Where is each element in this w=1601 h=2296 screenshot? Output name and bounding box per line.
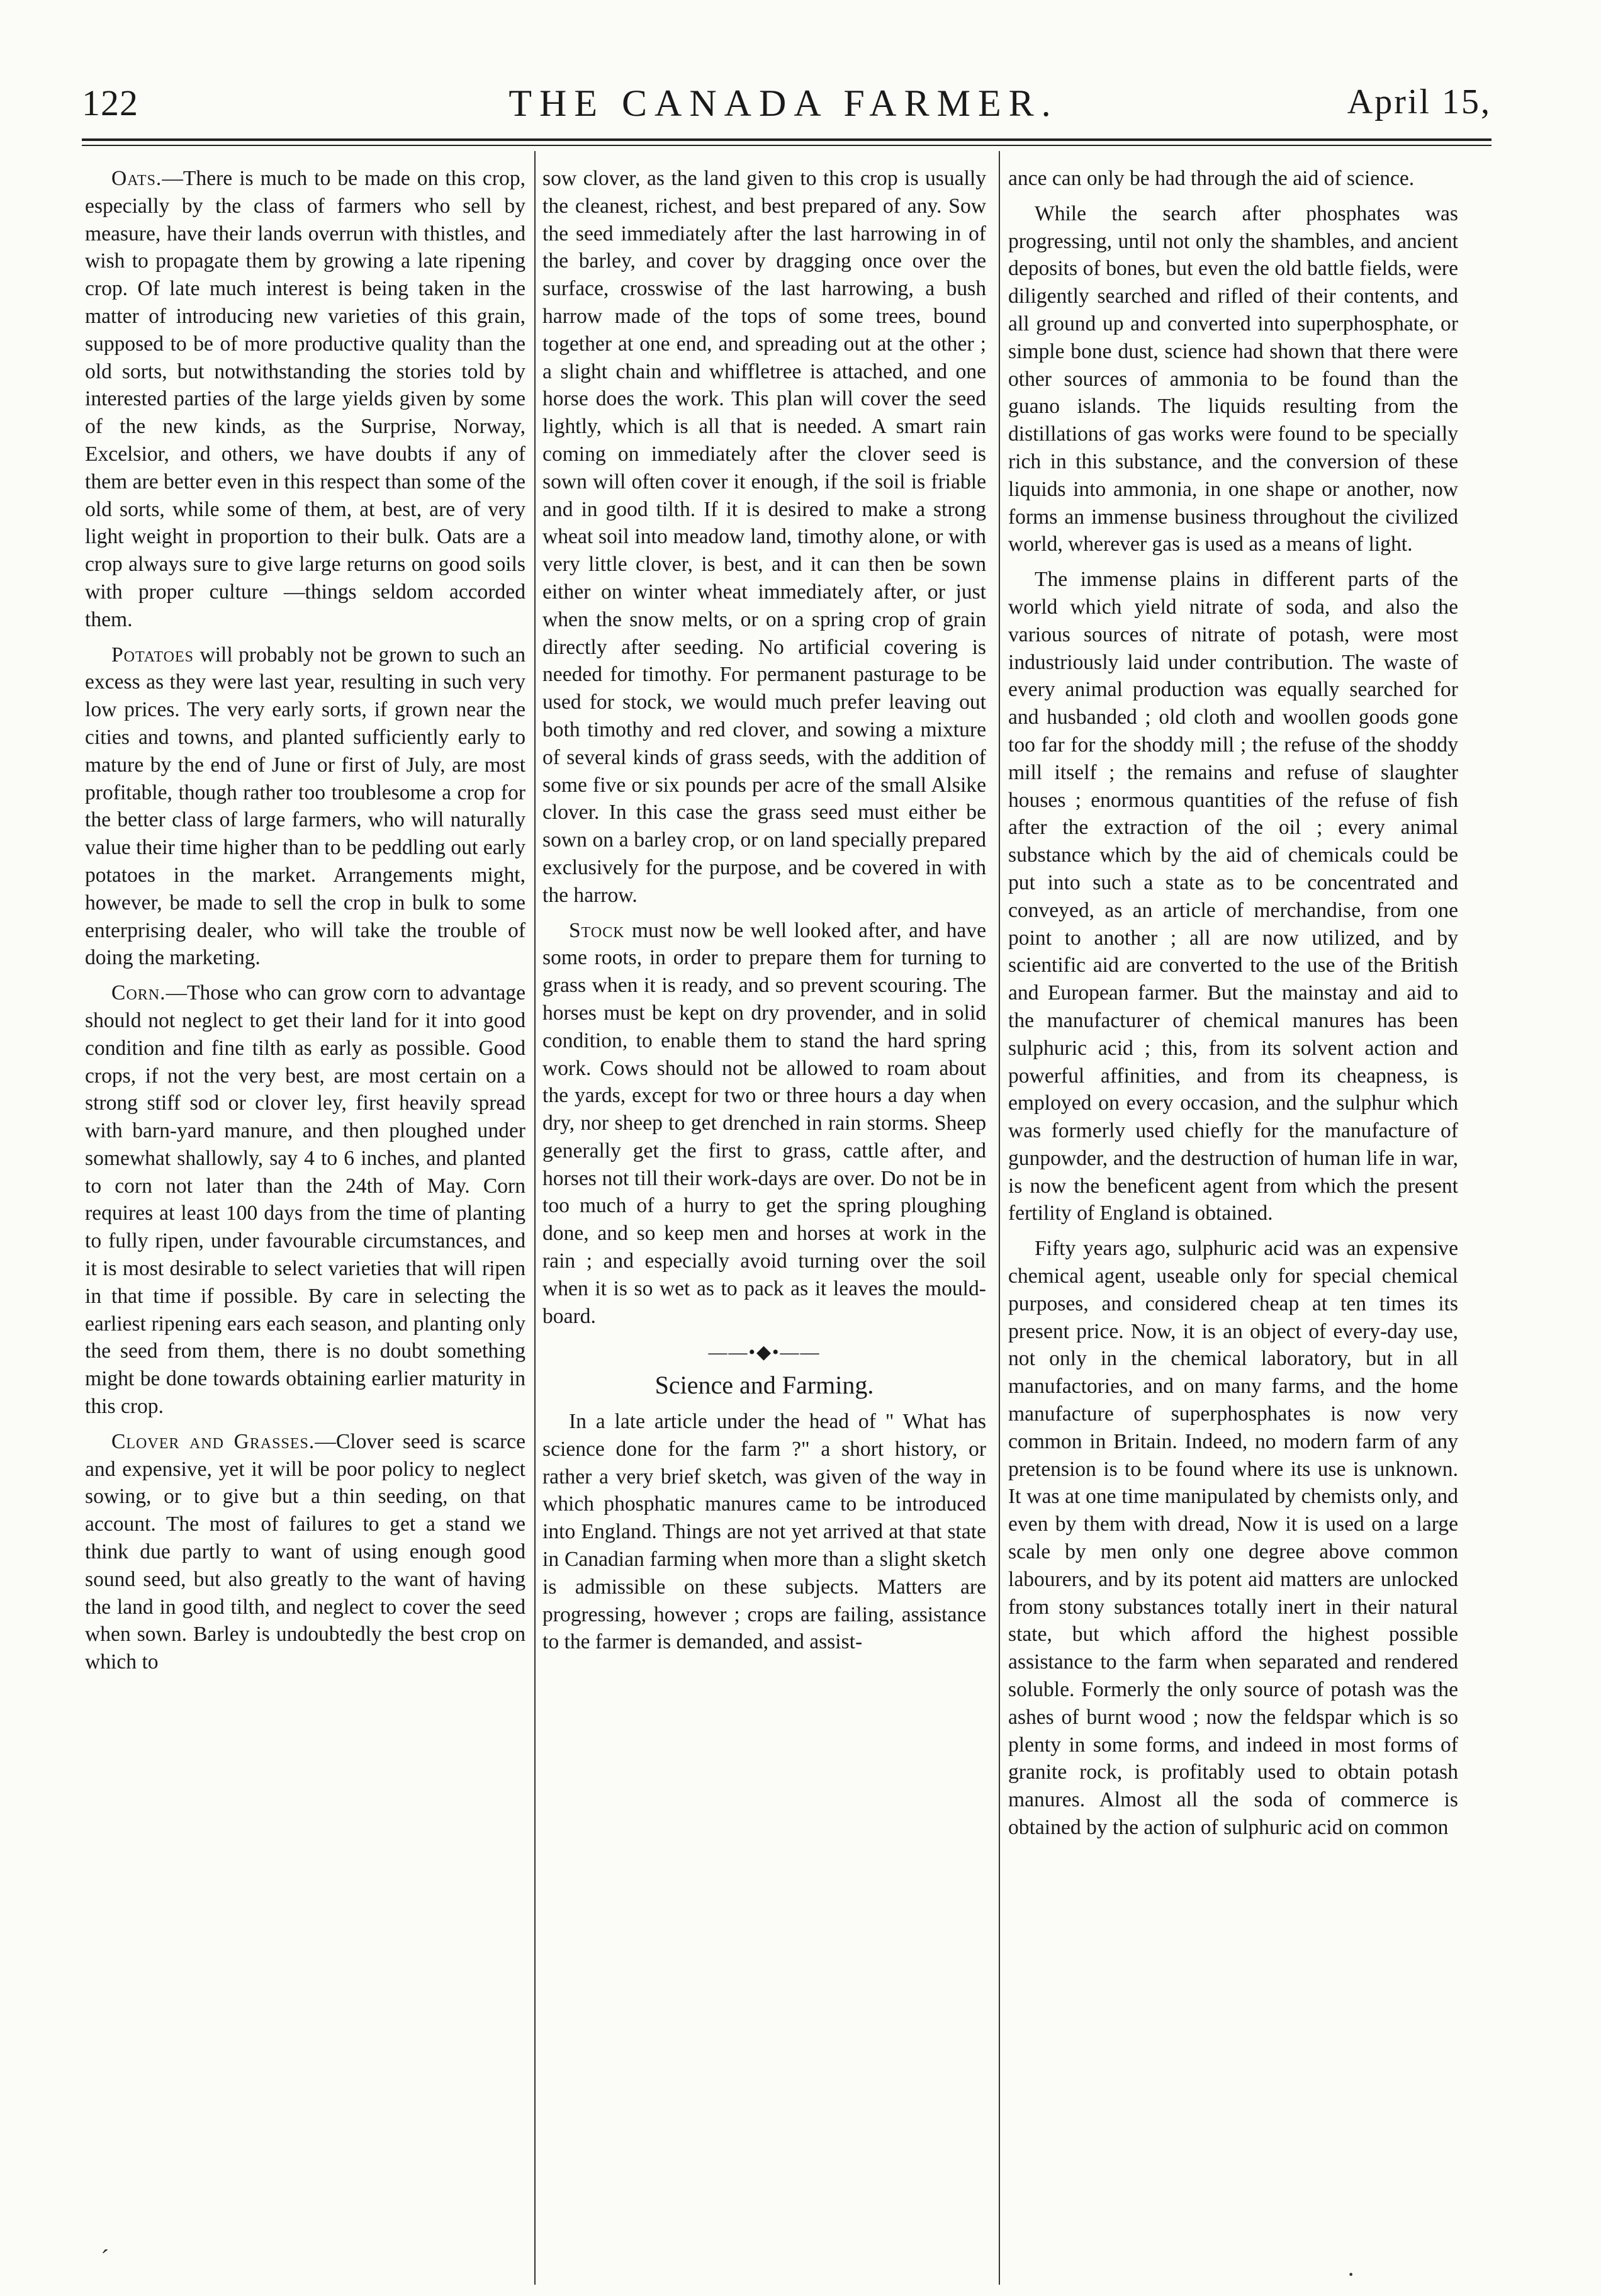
paragraph-science-3: While the search after phosphates was progressing, until not only the shambles, and ancient deposits of bones, but even the old battle fields, were diligently searched and rifled of their contents, and all ground up and converted into superphosphate, or simple bone dust, science had shown that there were other sources of ammonia to be found than the guano islands. The liquids resulting from the distillations of gas works were found to be specially rich in this substance, and the conversion of these liquids into ammonia, in one shape or another, now forms an immense business throughout the civilized world, wherever gas is used as a means of light. <box>1008 201 1458 556</box>
column-divider <box>534 151 536 2285</box>
section-title: Science and Farming. <box>654 1371 874 1400</box>
column-3 <box>1008 165 1458 2227</box>
header-rule-thin <box>82 145 1491 146</box>
page-header <box>76 82 1491 132</box>
lead-stock: Stock <box>569 918 625 942</box>
masthead-title: THE CANADA FARMER. <box>508 82 1059 124</box>
column-divider <box>999 151 1000 2285</box>
paragraph-corn <box>85 979 525 1421</box>
paragraph-science-4: The immense plains in different parts of the world which yield nitrate of soda, and also the various sources of nitrate of potash, were most industriously laid under contribution. The waste of every animal production was equally searched for and husbanded ; old cloth and woollen goods gone too far for the shoddy mill ; the refuse of the shoddy mill itself ; the remains and refuse of slaughter houses ; enormous quantities of the refuse of fish after the extraction of the oil ; every animal substance which by the aid of chemicals could be put into such a state as to be concentrated and conveyed, as an article of merchandise, from one point to another ; all are now utilized, and by scientific aid are converted to the use of the British and European farmer. But the mainstay and aid to the manufacturer of chemical manures has been sulphuric acid ; this, from its solvent action and powerful affinities, and from its cheapness, is employed on every occasion, and the sulphur which was formerly used chiefly for the manufacture of gunpowder, and the destruction of human life in war, is now the beneficent agent from which the present fertility of England is obtained. <box>1008 568 1458 1225</box>
paragraph-science-5: Fifty years ago, sulphuric acid was an expensive chemical agent, useable only for special chemical purposes, and considered cheap at ten times its present price. Now, it is an object of every-day use, not only in the chemical laboratory, but in all manufactories, and on many farms, and the home manufacture of superphosphates is now very common in Britain. Indeed, no modern farm of any pretension is to be found where its use is unknown. It was at one time manipulated by chemists only, and even by them with dread, Now it is used on a large scale by men only one degree above common labourers, and by its potent aid matters are unlocked from stony substances totally inert in their natural state, but which afford the highest possible assistance to the farm when separated and rendered soluble. Formerly the only source of potash was the ashes of burnt wood ; now the feldspar which is so plenty in some forms, and indeed in most forms of granite rock, is profitably used to obtain potash manures. Almost all the soda of commerce is obtained by the action of sulphuric acid on common <box>1008 1237 1458 1840</box>
column-1 <box>85 165 525 2227</box>
header-rule <box>82 138 1491 141</box>
stray-ink-dot: · <box>1347 2260 1356 2288</box>
lead-corn: Corn. <box>111 981 166 1005</box>
paragraph-stock <box>542 917 986 1331</box>
paragraph-clover <box>85 1428 525 1676</box>
paragraph-potatoes <box>85 641 525 972</box>
paragraph-oats <box>85 165 525 634</box>
paragraph-science-1: In a late article under the head of " What has science done for the farm ?" a short history, or rather a very brief sketch, was given of the way in which phosphatic manures came to be introduced into England. Things are not yet arrived at that state in Canadian farming when more than a slight sketch is admissible on these subjects. Matters are progressing, however ; crops are failing, assistance to the farmer is demanded, and assist- <box>542 1410 986 1654</box>
column-2 <box>542 165 986 2227</box>
lead-oats: Oats. <box>111 167 162 190</box>
paragraph-clover-continued: sow clover, as the land given to this crop is usually the cleanest, richest, and best prepared of any. Sow the seed immediately after the last harrowing in of the barley, and cover by dragging once over the surface, crosswise of the last harrowing, a bush harrow made of the tops of some trees, bound together at one end, and spreading out at the other ; a slight chain and whiffletree is attached, and one horse does the work. This plan will cover the seed lightly, which is all that is needed. A smart rain coming on immediately after the clover seed is sown will often cover it enough, if the soil is friable and in good tilth. If it is desired to make a strong wheat soil into meadow land, timothy alone, or with very little clover, is best, and it can then be sown either on winter wheat immediately after, or just when the snow melts, or on a spring crop of grain directly after seeding. No artificial covering is needed for timothy. For permanent pasturage to be used for stock, we would much prefer leaving out both timothy and red clover, and sowing a mixture of several kinds of grass seeds, with the addition of some five or six pounds per acre of the small Alsike clover. In this case the grass seed must either be sown on a barley crop, or on land specially prepared exclusively for the purpose, and be covered in with the harrow. <box>542 167 986 907</box>
paragraph-science-2: ance can only be had through the aid of science. <box>1008 167 1415 190</box>
page-number: 122 <box>82 82 138 123</box>
section-ornament: ——•◆•—— <box>708 1342 821 1363</box>
text-corn: —Those who can grow corn to advantage should not neglect to get their land for it into good condition and fine tilth as early as possible. Good crops, if not the very best, are most certain on a strong stiff sod or clover ley, first heavily spread with barn-yard manure, and then ploughed under somewhat shallowly, say 4 to 6 inches, and planted to corn not later than the 24th of May. Corn requires at least 100 days from the time of planting to fully ripen, under favourable circumstances, and it is most desirable to select varieties that will ripen in that time if possible. By care in selecting the earliest ripening ears each season, and planting only the seed from them, there is no doubt something might be done towards obtaining earlier maturity in this crop. <box>85 981 525 1419</box>
text-oats: —There is much to be made on this crop, especially by the class of farmers who sell by measure, have their lands overrun with thistles, and wish to propagate them by growing a late ripening crop. Of late much interest is being taken in the matter of introducing new varieties of this grain, supposed to be of more productive quality than the old sorts, but notwithstanding the stories told by interested parties of the large yields given by some of the new kinds, as the Surprise, Norway, Excelsior, and others, we have doubts if any of them are better even in this respect than some of the old sorts, while some of them, at best, are of very light weight in proportion to their bulk. Oats are a crop always sure to give large returns on good soils with proper culture —things seldom accorded them. <box>85 167 525 631</box>
issue-date: April 15, <box>1347 82 1491 121</box>
text-stock: must now be well looked after, and have some roots, in order to prepare them for turning to grass when it is ready, and so prevent scouring. The horses must be kept on dry provender, and in solid condition, to enable them to stand the hard spring work. Cows should not be allowed to roam about the yards, except for two or three hours a day when dry, nor sheep to get drenched in rain storms. Sheep generally get the first to grass, cattle after, and horses not till their work-days are over. Do not be in too much of a hurry to get the spring ploughing done, and so keep men and horses at work in the rain ; and especially avoid turning over the soil when it is so wet as to pack as it leaves the mould-board. <box>542 918 986 1328</box>
text-clover: —Clover seed is scarce and expensive, yet it will be poor policy to neglect sowing, or to give but a thin seeding, on that account. The most of failures to get a stand we think due partly to want of using enough good sound seed, but also greatly to the want of having the land in good tilth, and neglect to cover the seed when sown. Barley is undoubtedly the best crop on which to <box>85 1429 525 1674</box>
lead-clover: Clover and Grasses. <box>111 1429 315 1453</box>
stray-ink-mark: ˊ <box>101 2244 110 2273</box>
lead-potatoes: Potatoes <box>111 643 194 667</box>
text-potatoes: will probably not be grown to such an excess as they were last year, resulting in such very low prices. The very early sorts, if grown near the cities and towns, and planted sufficiently early to mature by the end of June or first of July, are most profitable, though rather too troublesome a crop for the better class of large farmers, who will naturally value their time higher than to be peddling out early potatoes in the market. Arrangements might, however, be made to sell the crop in bulk to some enterprising dealer, who will take the trouble of doing the marketing. <box>85 643 525 970</box>
